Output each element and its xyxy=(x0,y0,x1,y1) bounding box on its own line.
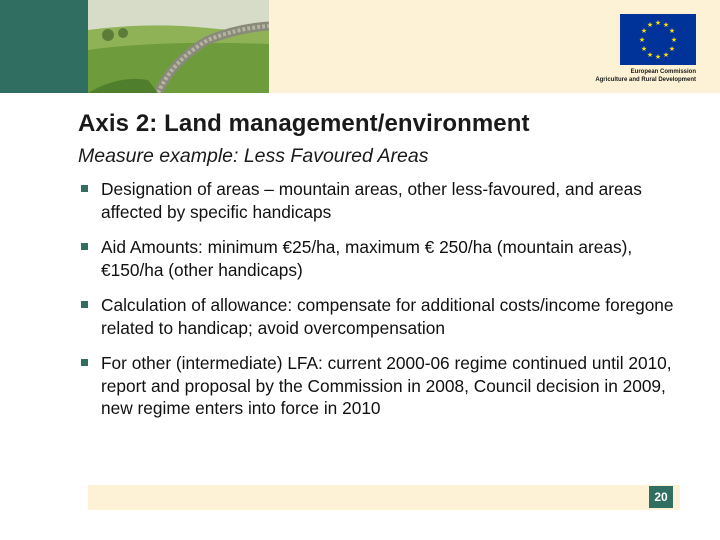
svg-text:★: ★ xyxy=(654,19,662,27)
svg-text:★: ★ xyxy=(668,45,676,53)
bullet-square-icon xyxy=(81,359,88,366)
footer-bar xyxy=(88,485,680,510)
bullet-text: Designation of areas – mountain areas, other less-favoured, and areas affected by specific handicaps xyxy=(101,179,642,222)
eu-caption-line2: Agriculture and Rural Development xyxy=(595,77,696,83)
bullet-list xyxy=(78,178,698,420)
bullet-square-icon xyxy=(81,301,88,308)
eu-flag-logo xyxy=(620,14,696,65)
eu-stars-icon xyxy=(620,14,696,65)
slide-subtitle: Measure example: Less Favoured Areas xyxy=(78,145,429,167)
eu-logo-caption xyxy=(560,68,696,84)
svg-text:★: ★ xyxy=(640,27,648,35)
landscape-photo xyxy=(88,0,269,93)
bullet-square-icon xyxy=(81,243,88,250)
bullet-item xyxy=(78,178,698,223)
svg-text:★: ★ xyxy=(654,53,662,61)
slide-title: Axis 2: Land management/environment xyxy=(78,110,530,137)
svg-text:★: ★ xyxy=(646,51,654,59)
page-number: 20 xyxy=(649,486,673,508)
header-accent-block xyxy=(0,0,88,93)
svg-text:★: ★ xyxy=(640,45,648,53)
bullet-square-icon xyxy=(81,185,88,192)
bullet-item xyxy=(78,294,698,339)
svg-text:★: ★ xyxy=(662,51,670,59)
eu-caption-line1: European Commission xyxy=(630,69,696,75)
svg-text:★: ★ xyxy=(646,21,654,29)
svg-text:★: ★ xyxy=(638,36,646,44)
svg-text:★: ★ xyxy=(662,21,670,29)
bullet-text: Calculation of allowance: compensate for additional costs/income foregone related to handicap; avoid overcompensation xyxy=(101,295,674,338)
svg-text:★: ★ xyxy=(670,36,678,44)
svg-text:★: ★ xyxy=(668,27,676,35)
bullet-text: Aid Amounts: minimum €25/ha, maximum € 250/ha (mountain areas), €150/ha (other handicaps) xyxy=(101,237,633,280)
bullet-item xyxy=(78,236,698,281)
bullet-item xyxy=(78,352,698,420)
bullet-text: For other (intermediate) LFA: current 2000-06 regime continued until 2010, report and proposal by the Commission in 2008, Council decision in 2009, new regime enters into force in 2010 xyxy=(101,353,672,418)
